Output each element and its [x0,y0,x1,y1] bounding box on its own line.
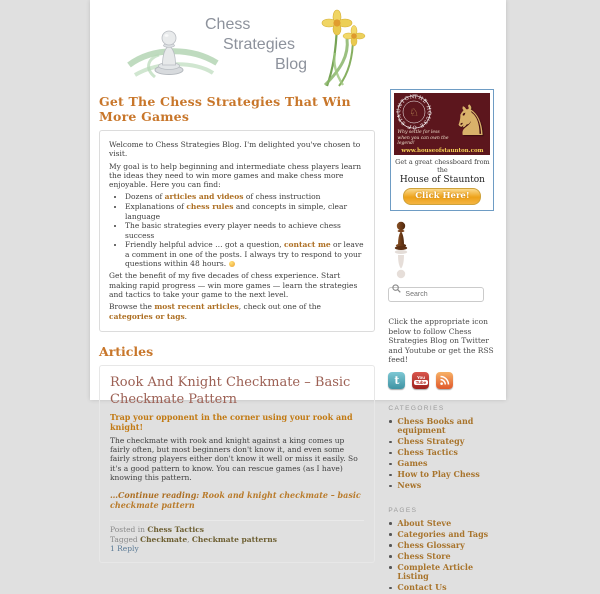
site-logo[interactable] [125,7,367,87]
knight-icon: ♞ [451,96,490,145]
browse-text: Browse the [109,302,155,312]
ad-banner-image [394,93,490,155]
follow-text: Click the appropriate icon below to follow Chess Strategies Blog on Twitter and Youtube or get the RSS feed! [388,317,494,364]
continue-reading-link[interactable]: Rook and knight checkmate – basic checkmate pattern [110,490,361,511]
house-of-staunton-logo-icon [396,94,432,130]
main-column [97,89,375,594]
recent-articles-link[interactable]: most recent articles [154,302,239,312]
category-link[interactable]: Chess Books and equipment [397,415,474,435]
article-title-link[interactable]: Rook And Knight Checkmate – Basic Checkmate Pattern [110,374,351,407]
ad-caption-line1: Get a great chessboard from the [395,158,490,174]
intro-bullet-list [125,192,365,268]
list-item [388,583,499,593]
tag-link[interactable]: Checkmate patterns [191,534,277,544]
list-item [125,221,365,240]
intro-benefit: Get the benefit of my five decades of chess experience. Start making rapid progress — win more games — learn the strategies and tactics to take your game to the next level. [109,271,358,299]
page-link[interactable]: Chess Store [397,550,451,561]
twitter-glyph: t [394,373,400,387]
list-item [388,563,499,582]
tag-separator: , [187,534,192,544]
click-here-button[interactable]: Click Here! [403,188,481,205]
twitter-icon[interactable] [388,372,405,389]
list-item [125,192,365,201]
page-link[interactable]: Complete Article Listing [397,561,474,581]
youtube-icon[interactable] [412,372,429,389]
search-box [388,281,484,302]
article-card [99,365,375,563]
list-item [125,202,365,221]
articles-section-heading: Articles [99,343,154,359]
house-of-staunton-ad[interactable] [390,89,494,211]
bullet-text: The basic strategies every player needs to achieve chess success [125,221,341,240]
rss-waves-glyph [439,375,450,386]
logo-line-1: Chess [205,16,251,33]
logo-text [187,15,307,75]
bullet-text: Explanations of [125,202,187,212]
browse-text: , check out one of the [238,302,321,312]
bullet-text: Friendly helpful advice … got a question, [125,240,284,250]
article-subtitle: Trap your opponent in the corner using your rook and knight! [110,411,353,432]
ad-circle-text: THE HOUSE OF STAUNTON [396,94,433,130]
smiley-icon [229,261,235,267]
posted-in-label: Posted in [110,525,148,535]
pages-list [388,519,499,593]
youtube-you-text: You [416,374,425,380]
articles-and-videos-link[interactable]: articles and videos [164,192,244,202]
intro-goal: My goal is to help beginning and intermediate chess players learn the ideas they need to win more games and make chess more enjoyable. Here you can find: [109,161,362,190]
page-link[interactable]: About Steve [397,517,452,528]
article-excerpt: The checkmate with rook and knight against a king comes up fairly often, but most beginners don't know it, and even some fairly strong players either don't know it well or miss it easily. So it's a good pattern to know. You can rescue games (as I have) knowing this pattern. [110,435,358,483]
sidebar [388,89,499,594]
search-input[interactable] [388,287,484,302]
ad-caption-line2: House of Staunton [399,175,485,185]
bullet-text: and concepts in simple, clear language [125,202,348,221]
rss-icon[interactable] [436,372,453,389]
tagged-label: Tagged [110,534,141,544]
list-item [388,448,499,458]
intro-box [99,130,375,332]
bullet-text: of chess instruction [243,192,321,202]
list-item [388,519,499,529]
bullet-text: or leave a comment in one of the posts. I always try to respond to your questions within 48 hours. [125,240,364,269]
category-link[interactable]: Chess Tactics [397,447,458,457]
search-icon [392,284,401,293]
category-link[interactable]: Chess Strategy [397,436,465,446]
list-item [388,541,499,551]
logo-flowers-icon [309,11,367,87]
tag-link[interactable]: Checkmate [140,534,188,544]
list-item [388,552,499,562]
intro-browse [109,302,365,321]
list-item [388,530,499,540]
categories-heading: CATEGORIES [388,404,445,412]
ad-tagline: Why settle for less when you can own the legend! [397,130,449,146]
continue-reading [110,490,364,510]
page-link[interactable]: Contact Us [397,582,447,592]
page-title: Get The Chess Strategies That Win More Games [99,94,351,124]
categories-or-tags-link[interactable]: categories or tags [109,311,185,321]
posted-in-line [110,525,364,535]
categories-list [388,417,499,491]
browse-text: . [184,311,188,321]
category-link[interactable]: How to Play Chess [397,469,480,479]
social-icons [388,372,499,389]
logo-line-3: Blog [275,56,308,73]
contact-me-link[interactable]: contact me [283,240,331,250]
bullet-text: Dozens of [125,192,165,202]
posted-category-link[interactable]: Chess Tactics [147,525,205,535]
youtube-tube-text: Tube [415,380,427,386]
site-header [97,5,499,89]
list-item [388,417,499,436]
article-meta [110,520,364,554]
pages-heading: PAGES [388,506,418,514]
category-link[interactable]: Games [397,458,428,468]
continue-reading-label: …Continue reading: [110,490,203,501]
logo-line-2: Strategies [223,36,296,53]
list-item [125,240,365,268]
ad-logo-knight-glyph: ♘ [409,106,420,119]
page [90,0,506,592]
chess-rules-link[interactable]: chess rules [186,202,234,212]
ad-url: www.houseofstaunton.com [401,148,484,154]
reply-count-link[interactable]: 1 Reply [110,544,139,554]
category-link[interactable]: News [397,480,422,490]
list-item [388,459,499,469]
page-link[interactable]: Chess Glossary [397,539,465,550]
list-item [388,437,499,447]
tagged-line [110,535,364,545]
reply-line [110,544,364,554]
list-item [388,470,499,480]
list-item [388,481,499,491]
intro-welcome: Welcome to Chess Strategies Blog. I'm delighted you've chosen to visit. [109,140,361,159]
sidebar-pawn-icon [391,221,411,271]
page-link[interactable]: Categories and Tags [397,528,489,539]
